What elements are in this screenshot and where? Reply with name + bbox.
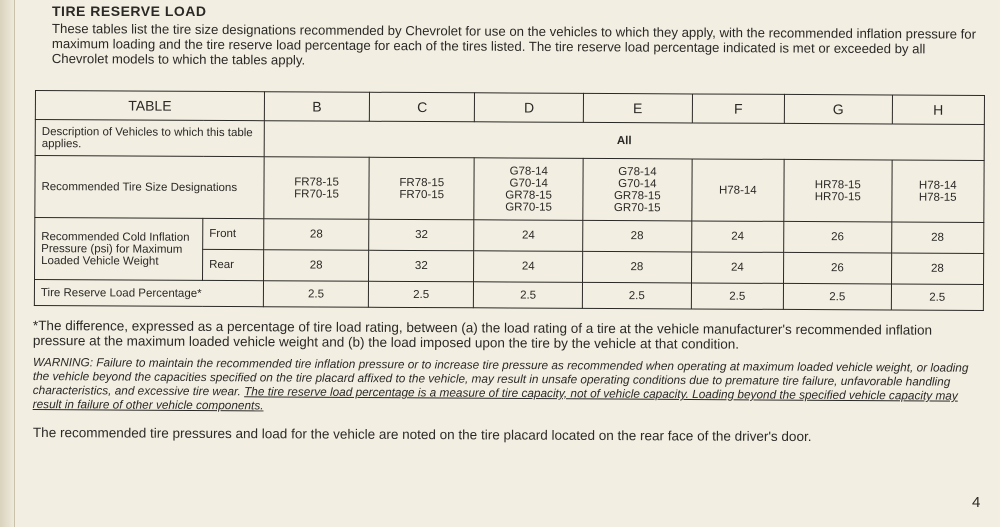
front-label: Front — [203, 218, 264, 249]
page-number: 4 — [972, 494, 981, 511]
front-pressure-cell: 28 — [583, 220, 692, 252]
tire-size: G78-14 — [618, 165, 657, 178]
tire-sizes-cell — [369, 157, 474, 220]
column-header: C — [370, 92, 475, 122]
tire-size: H78-14 — [918, 179, 957, 192]
reserve-percentage-cell: 2.5 — [582, 282, 691, 309]
rear-label: Rear — [203, 249, 264, 280]
tire-size: G70-14 — [618, 177, 657, 190]
tire-sizes-cell — [784, 159, 892, 222]
column-header: E — [583, 93, 692, 123]
tire-size: HR78-15 — [814, 178, 861, 191]
reserve-percentage-cell: 2.5 — [474, 282, 583, 309]
tire-sizes-cell — [474, 158, 583, 221]
rear-pressure-cell: 28 — [583, 251, 692, 283]
tire-label: Recommended Tire Size Designations — [35, 156, 264, 219]
front-pressure-cell: 28 — [891, 222, 984, 253]
front-pressure-cell: 24 — [691, 221, 784, 252]
tire-table — [34, 90, 985, 311]
reserve-percentage-cell: 2.5 — [691, 283, 784, 309]
rear-pressure-cell: 24 — [691, 252, 784, 283]
reserve-percentage-cell: 2.5 — [891, 284, 984, 310]
placard-note: The recommended tire pressures and load for the vehicle are noted on the tire placard located on the rear face of the driver's door. — [32, 425, 812, 445]
section-title: TIRE RESERVE LOAD — [52, 3, 207, 19]
description-value: All — [264, 121, 984, 161]
tire-sizes-cell — [891, 160, 984, 222]
reserve-label: Tire Reserve Load Percentage* — [34, 280, 263, 307]
column-header: G — [784, 94, 892, 124]
front-pressure-cell: 28 — [264, 219, 369, 251]
table-header-label: TABLE — [35, 91, 264, 121]
rear-pressure-cell: 24 — [474, 251, 583, 283]
tire-size: FR78-15 — [399, 176, 445, 189]
reserve-percentage-cell: 2.5 — [783, 283, 891, 310]
warning-text: WARNING: Failure to maintain the recommended tire inflation pressure or to increase tire pressure as recommended when operating at maximum loaded vehicle weight, or loading the vehicle beyond the capacities specified on the tire placard affixed to the vehicle, may result in unsafe operating conditions due to premature tire failure, unfavorable handling characteristics, and excessive tire wear. — [32, 355, 969, 399]
warning-paragraph — [33, 355, 988, 417]
tire-size: G78-14 — [509, 164, 548, 178]
warning-underlined-text: The tire reserve load percentage is a measure of tire capacity, not of vehicle capacity. Loading beyond the specified vehicle capacity may result in failure of other vehicle components. — [32, 384, 958, 413]
tire-sizes-cell — [583, 158, 692, 221]
tire-size: FR70-15 — [399, 188, 445, 201]
tire-size: G70-14 — [509, 176, 548, 190]
tire-sizes-cell — [692, 159, 785, 221]
front-pressure-cell: 24 — [474, 220, 583, 252]
reserve-percentage-cell: 2.5 — [369, 281, 474, 308]
rear-pressure-cell: 28 — [891, 253, 984, 284]
page-binding-edge — [0, 0, 15, 527]
tire-size: H78-15 — [918, 191, 957, 204]
footnote: *The difference, expressed as a percentage of tire load rating, between (a) the load rating of a tire at the vehicle manufacturer's recommended inflation pressure at the maximum loaded vehicle weight and (b) the load imposed upon the tire by the vehicle at that condition. — [32, 318, 933, 352]
tire-size: HR70-15 — [814, 190, 861, 203]
tire-size: GR70-15 — [613, 201, 661, 214]
tire-size: GR78-15 — [613, 189, 661, 202]
column-header: H — [892, 95, 985, 124]
column-header: B — [264, 92, 369, 122]
description-label: Description of Vehicles to which this table applies. — [35, 120, 264, 157]
tire-size: FR78-15 — [294, 175, 340, 189]
intro-paragraph: These tables list the tire size designations recommended by Chevrolet for use on the vehicles to which they apply, with the recommended inflation pressure for maximum loading and the tire reserve load percentage for each of the tires listed. The tire reserve load percentage indicated is met or exceeded by all Chevrolet models to which the tables apply. — [51, 21, 977, 68]
rear-pressure-cell: 26 — [784, 252, 892, 284]
front-pressure-cell: 26 — [784, 221, 892, 253]
column-header: D — [475, 93, 584, 123]
reserve-percentage-cell: 2.5 — [263, 281, 368, 308]
rear-pressure-cell: 28 — [264, 250, 369, 282]
tire-sizes-cell — [264, 157, 369, 220]
tire-size: GR78-15 — [505, 188, 553, 202]
tire-size: GR70-15 — [505, 200, 552, 214]
tire-size: FR70-15 — [294, 187, 339, 201]
column-header: F — [692, 94, 785, 123]
tire-size: H78-14 — [718, 184, 757, 197]
front-pressure-cell: 32 — [369, 219, 474, 251]
pressure-label: Recommended Cold Inflation Pressure (psi) for Maximum Loaded Vehicle Weight — [35, 218, 203, 281]
rear-pressure-cell: 32 — [369, 250, 474, 282]
